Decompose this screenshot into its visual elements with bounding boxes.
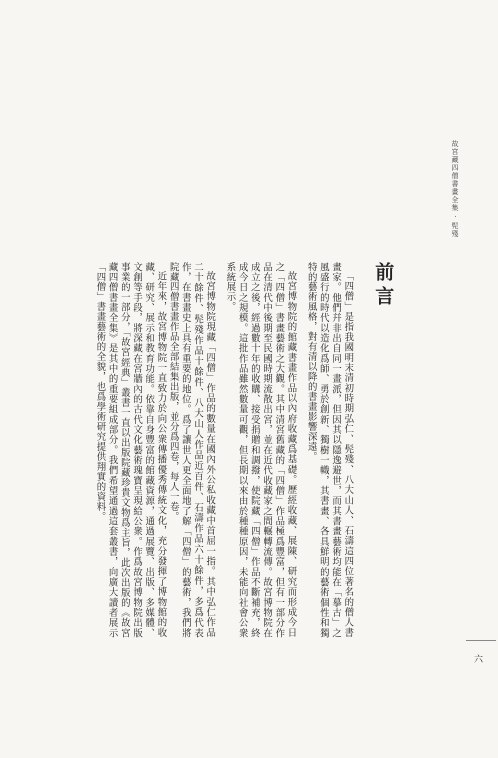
page-number: 六	[474, 655, 484, 665]
preface-body	[86, 262, 408, 638]
running-head: 故宮藏四僧書畫全集 · 髡殘	[451, 140, 459, 238]
divider	[466, 640, 496, 641]
paragraph: 故宮博物院現藏「四僧」作品的數量在國內外公私收藏中首屈一指。其中弘仁作品二十餘件、髡殘作品十餘件、八大山人作品近百件、石濤作品六十餘件，多爲代表作，在書畫史上具有重要的地位。爲了讓世人更全面地了解「四僧」的藝術，我們將院藏四僧書畫作品全部結集出版，並分爲四卷，每人一卷。	[167, 262, 216, 638]
paragraph: 「四僧」是指我國明末清初時期弘仁、髡殘、八大山人、石濤這四位著名的僧人書畫家。他們幷非出自同一畫派，但因其以隱逸避世，而其書畫藝術均能在「摹古」之風盛行的時代以造化爲師、勇於創新、獨樹一幟，其書畫、各具鮮明的藝術個性和獨特的藝術風格，對有清以降的書畫影響深遠。	[305, 262, 354, 638]
paragraph: 故宮博物院的館藏書畫作品以內府收藏爲基礎。歷經收藏、展陳、研究而形成今日之「四僧」書畫藝術之大觀。其中清宮舊藏的「四僧」作品極爲豐富，但有一部分作品在清代中後期至民國時期流散出宮，並在近代收藏家之間輾轉流傳。故宮博物院在成立之後，經過數十年的收購、接受捐贈和調撥，使院藏「四僧」作品不斷補充，終成今日之規模。這批作品雖然數量可觀，但長期以來由於種種原因，未能向社會公衆系統展示。	[224, 262, 297, 638]
paragraph: 近年來，故宮博物院一直致力於向公衆傳播優秀傳統文化，充分發揮了博物館的收藏、研究、展示和教育功能。依靠自身豐富的館藏資源，通過展覽、出版、多媒體、文創等手段，將深藏在宮牆內的古代文化藝術瑰寶呈現給公衆。作爲故宮博物院出版事業的一部分，「故宮經典」叢書一直以出版院藏珍貴文物爲主旨，此次出版的《故宮藏四僧書畫全集》是其中的重要組成部分。我們希望通過這套叢書，向廣大讀者展示「四僧」書畫藝術的全貌，也爲學術研究提供翔實的資料。	[94, 262, 167, 638]
page-title: 前言	[372, 262, 395, 310]
